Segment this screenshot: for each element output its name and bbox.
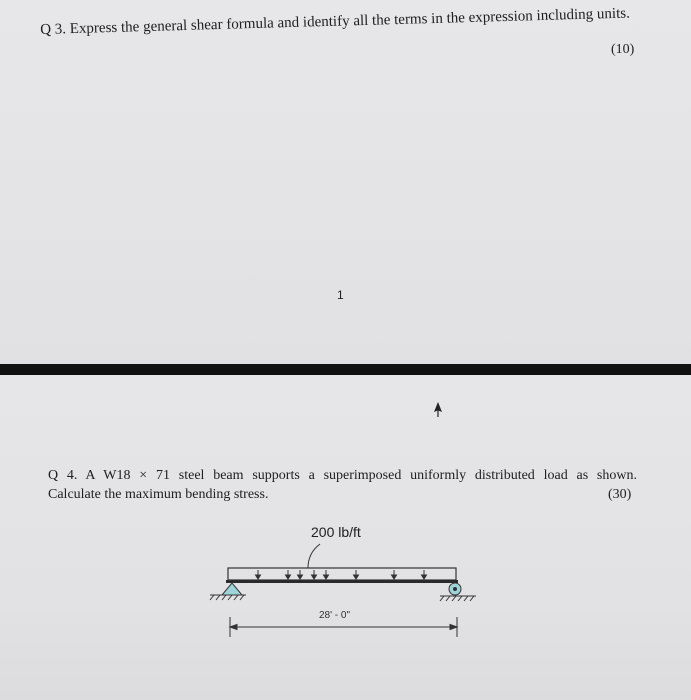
span-dimension-label: 28' - 0": [319, 610, 351, 621]
question-4-marks: (30): [608, 487, 632, 502]
question-4-line-2: Calculate the maximum bending stress.: [48, 487, 269, 502]
pin-support: [210, 583, 246, 600]
question-3-marks: (10): [611, 42, 635, 57]
load-arrows: [256, 570, 427, 579]
question-4-line-1: Q 4. A W18 × 71 steel beam supports a superimposed uniformly distributed load as shown.: [48, 468, 637, 483]
page-number: 1: [337, 288, 344, 302]
beam: [226, 580, 458, 583]
beam-diagram: [196, 541, 496, 637]
page-divider: [0, 364, 691, 375]
load-label: 200 lb/ft: [311, 524, 361, 540]
mouse-cursor-icon: [429, 398, 445, 418]
question-3-text: Q 3. Express the general shear formula and identify all the terms in the expression including units.: [40, 5, 631, 38]
distributed-load-block: [228, 568, 456, 580]
page-bottom: [0, 375, 691, 700]
load-leader-line: [308, 544, 320, 568]
roller-support: [440, 583, 476, 601]
